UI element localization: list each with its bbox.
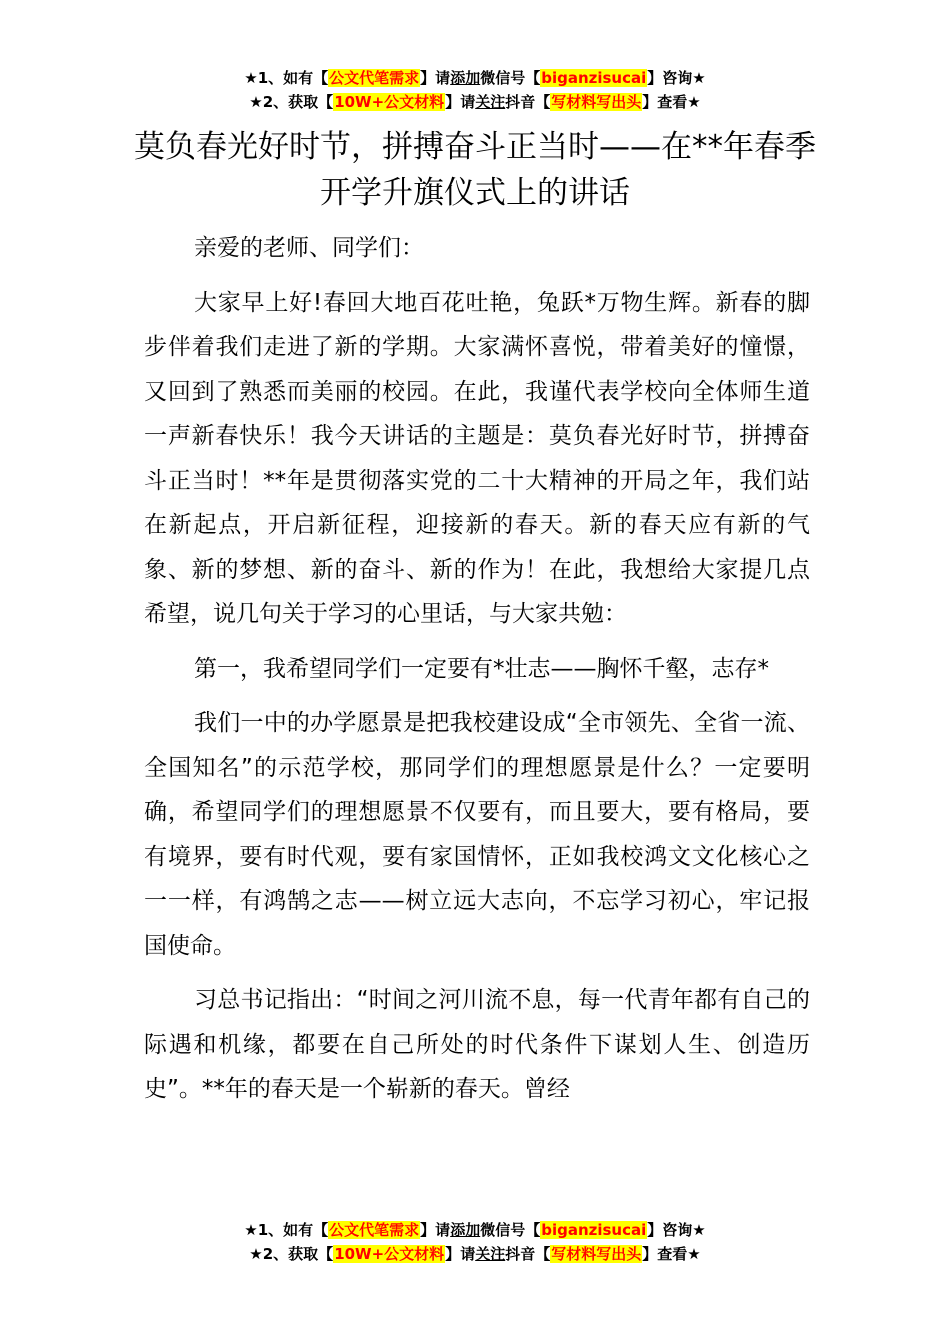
banner-highlight: 10W+公文材料 <box>334 1245 445 1263</box>
banner-text: ★2、获取【 <box>249 93 334 111</box>
banner-highlight: biganzisucai <box>541 69 647 87</box>
document-title: 莫负春光好时节，拼搏奋斗正当时——在**年春季开学升旗仪式上的讲话 <box>134 129 816 211</box>
banner-underline: 关注 <box>475 1245 506 1263</box>
paragraph: 习总书记指出：“时间之河川流不息，每一代青年都有自己的际遇和机缘，都要在自己所处的时代条件下谋划人生、创造历史”。**年的春天是一个崭新的春天。曾经 <box>144 987 810 1102</box>
banner-line-1 <box>0 66 950 90</box>
banner-highlight: 公文代笔需求 <box>329 69 420 87</box>
banner-text: 】请 <box>445 1245 476 1263</box>
banner-text: 】查看★ <box>642 1245 701 1263</box>
paragraph-greeting: 亲爱的老师、同学们： <box>194 235 424 261</box>
paragraph: 我们一中的办学愿景是把我校建设成“全市领先、全省一流、全国知名”的示范学校，那同学们的理想愿景是什么？一定要明确，希望同学们的理想愿景不仅要有，而且要大，要有格局，要有境界，要有时代观，要有家国情怀，正如我校鸿文文化核心之一一样，有鸿鹄之志——树立远大志向，不忘学习初心，牢记报国使命。 <box>144 710 810 959</box>
paragraph: 大家早上好!春回大地百花吐艳，兔跃*万物生辉。新春的脚步伴着我们走进了新的学期。大家满怀喜悦，带着美好的憧憬，又回到了熟悉而美丽的校园。在此，我谨代表学校向全体师生道一声新春快乐！我今天讲话的主题是：莫负春光好时节，拼搏奋斗正当时！**年是贯彻落实党的二十大精神的开局之年，我们站在新起点，开启新征程，迎接新的春天。新的春天应有新的气象、新的梦想、新的奋斗、新的作为！在此，我想给大家提几点希望，说几句关于学习的心里话，与大家共勉： <box>144 289 810 627</box>
banner-text: 】咨询★ <box>647 1221 706 1239</box>
banner-underline: 添加 <box>450 69 481 87</box>
paragraph-point-1: 第一，我希望同学们一定要有*壮志——胸怀千壑，志存* <box>194 655 769 682</box>
banner-text: 抖音【 <box>505 1245 551 1263</box>
banner-highlight: biganzisucai <box>541 1221 647 1239</box>
banner-text: 】咨询★ <box>647 69 706 87</box>
banner-highlight: 写材料写出头 <box>551 1245 642 1263</box>
banner-highlight: 公文代笔需求 <box>329 1221 420 1239</box>
banner-text: 】请 <box>420 69 451 87</box>
banner-text: ★2、获取【 <box>249 1245 334 1263</box>
footer-banner <box>0 1218 950 1266</box>
banner-text: 】查看★ <box>642 93 701 111</box>
banner-text: ★1、如有【 <box>244 69 329 87</box>
banner-text: 微信号【 <box>480 69 541 87</box>
banner-underline: 添加 <box>450 1221 481 1239</box>
banner-text: 抖音【 <box>505 93 551 111</box>
banner-underline: 关注 <box>475 93 506 111</box>
banner-text: 】请 <box>445 93 476 111</box>
banner-text: 微信号【 <box>480 1221 541 1239</box>
banner-highlight: 10W+公文材料 <box>334 93 445 111</box>
header-banner <box>0 66 950 114</box>
banner-text: 】请 <box>420 1221 451 1239</box>
banner-highlight: 写材料写出头 <box>551 93 642 111</box>
banner-line-2 <box>0 90 950 114</box>
banner-line-2 <box>0 1242 950 1266</box>
banner-text: ★1、如有【 <box>244 1221 329 1239</box>
banner-line-1 <box>0 1218 950 1242</box>
document-body <box>144 226 810 1122</box>
